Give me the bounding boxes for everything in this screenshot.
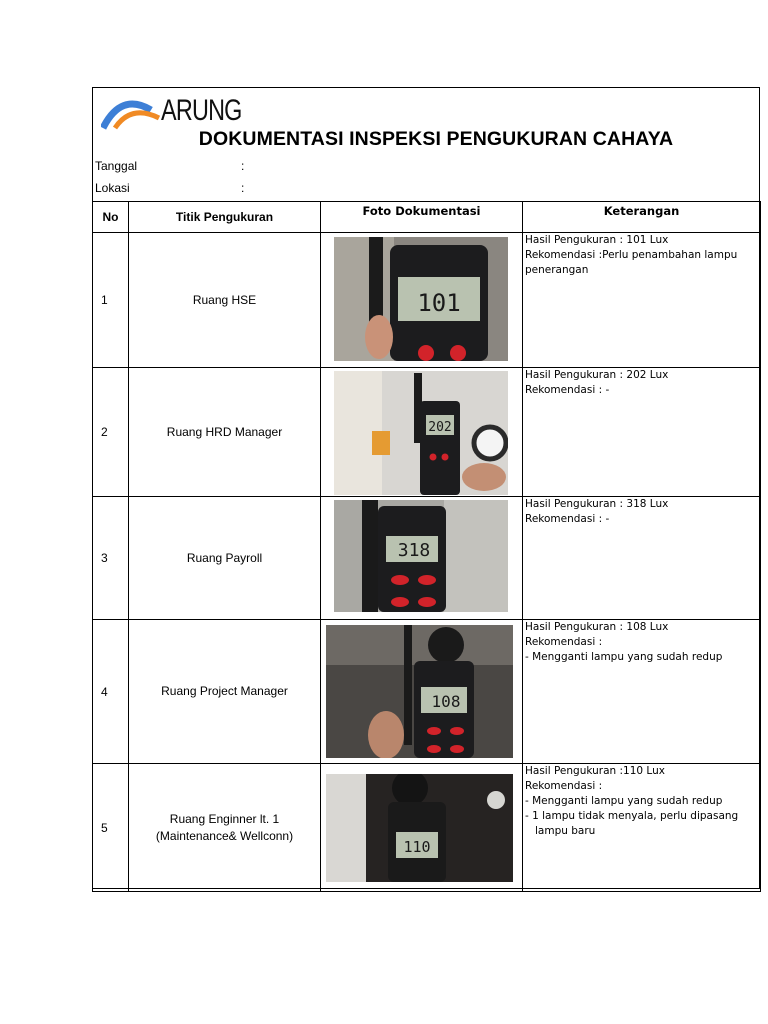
row-photo-cell <box>321 497 523 620</box>
row-titik <box>129 497 321 620</box>
row-photo-cell <box>321 368 523 497</box>
row-titik-label: Ruang Payroll <box>186 550 263 565</box>
header-no: No <box>93 202 129 233</box>
row-keterangan <box>523 368 761 497</box>
row-photo-cell <box>321 620 523 764</box>
lux-meter-photo <box>326 625 513 758</box>
rekomendasi-item-cont: lampu baru <box>535 825 596 837</box>
meta-label: Tanggal <box>95 159 138 173</box>
meter-reading: 108 <box>431 692 461 711</box>
table-row <box>93 368 761 497</box>
logo-text: ARUNG <box>161 94 242 127</box>
inspection-table <box>92 201 761 892</box>
lux-meter-photo <box>334 371 508 495</box>
row-photo-cell <box>321 233 523 368</box>
meta-label: Lokasi <box>95 181 130 195</box>
row-no: 3 <box>93 497 129 620</box>
hasil-text: Hasil Pengukuran : 202 Lux <box>525 369 669 381</box>
header-foto: Foto Dokumentasi <box>321 202 523 233</box>
row-titik-label: Ruang Enginner lt. 1 <box>169 811 280 826</box>
row-titik <box>129 233 321 368</box>
rekomendasi-item: - Mengganti lampu yang sudah redup <box>525 795 723 807</box>
row-keterangan <box>523 497 761 620</box>
row-keterangan <box>523 233 761 368</box>
rekomendasi-text: Rekomendasi : - <box>525 384 610 396</box>
row-titik-label: Ruang HSE <box>192 292 257 307</box>
lux-meter-photo <box>334 237 508 361</box>
row-titik <box>129 764 321 892</box>
table-row <box>93 764 761 892</box>
meter-reading: 202 <box>428 420 452 435</box>
table-row <box>93 497 761 620</box>
table-row <box>93 233 761 368</box>
row-no: 2 <box>93 368 129 497</box>
meter-reading: 110 <box>403 838 431 856</box>
hasil-text: Hasil Pengukuran : 108 Lux <box>525 621 669 633</box>
row-keterangan <box>523 764 761 892</box>
meter-reading: 101 <box>417 289 461 317</box>
row-titik <box>129 620 321 764</box>
rekomendasi-item: - Mengganti lampu yang sudah redup <box>525 651 723 663</box>
hasil-text: Hasil Pengukuran :110 Lux <box>525 765 665 777</box>
row-titik-sublabel: (Maintenance& Wellconn) <box>155 828 294 843</box>
rekomendasi-text: Rekomendasi :Perlu penambahan lampu <box>525 249 738 261</box>
meta-tanggal <box>95 159 245 173</box>
row-keterangan <box>523 620 761 764</box>
meta-colon: : <box>241 159 245 173</box>
rekomendasi-text: Rekomendasi : - <box>525 513 610 525</box>
company-logo <box>101 92 242 132</box>
rekomendasi-text: Rekomendasi : <box>525 636 603 648</box>
row-titik-label: Ruang HRD Manager <box>166 424 283 439</box>
row-titik <box>129 368 321 497</box>
header-titik: Titik Pengukuran <box>129 202 321 233</box>
row-titik-label: Ruang Project Manager <box>161 684 288 698</box>
document-title: DOKUMENTASI INSPEKSI PENGUKURAN CAHAYA <box>198 128 674 150</box>
table-header-row <box>93 202 761 233</box>
table-row <box>93 620 761 764</box>
meta-lokasi <box>95 181 245 195</box>
rekomendasi-text: Rekomendasi : <box>525 780 603 792</box>
lux-meter-photo <box>334 500 508 612</box>
hasil-text: Hasil Pengukuran : 101 Lux <box>525 234 669 246</box>
row-no: 5 <box>93 764 129 892</box>
row-photo-cell <box>321 764 523 892</box>
lux-meter-photo <box>326 774 513 882</box>
hasil-text: Hasil Pengukuran : 318 Lux <box>525 498 669 510</box>
document-sheet <box>92 87 760 889</box>
rekomendasi-item: - 1 lampu tidak menyala, perlu dipasang <box>525 810 739 822</box>
header-keterangan: Keterangan <box>523 202 761 233</box>
row-no: 4 <box>93 620 129 764</box>
meter-reading: 318 <box>397 540 431 561</box>
meta-colon: : <box>241 181 245 195</box>
rekomendasi-cont: penerangan <box>525 264 589 276</box>
row-no: 1 <box>93 233 129 368</box>
